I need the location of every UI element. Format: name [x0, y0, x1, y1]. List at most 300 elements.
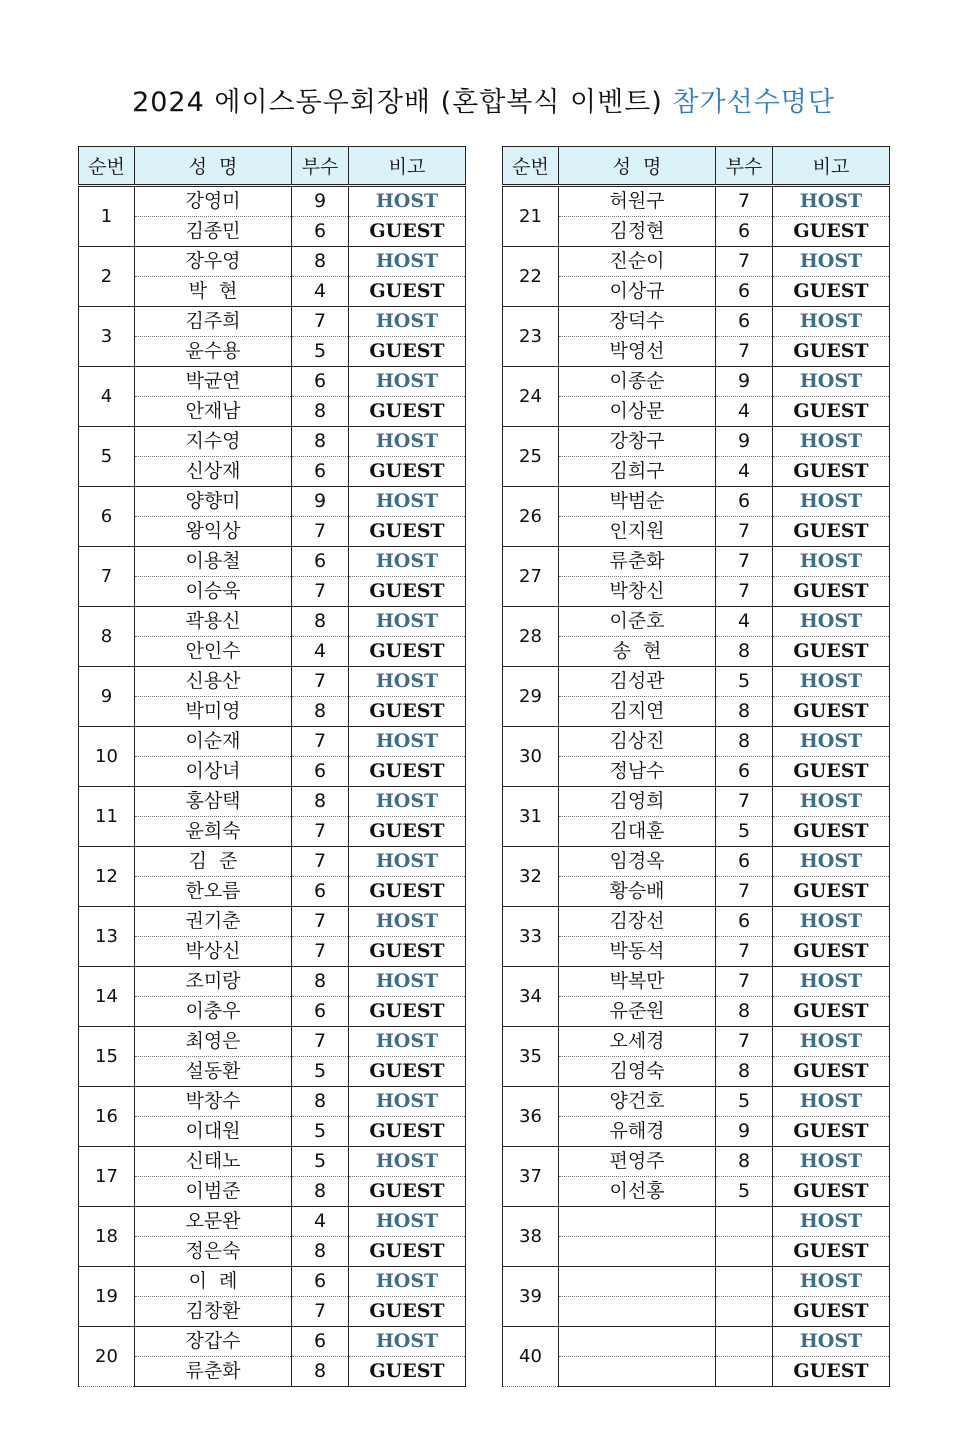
team-row [503, 547, 890, 577]
player-name: 장덕수 [559, 307, 716, 337]
player-grade: 6 [292, 877, 349, 907]
team-number: 30 [503, 727, 559, 787]
player-grade: 8 [716, 997, 773, 1027]
player-note: HOST [773, 1087, 890, 1117]
team-row [503, 1177, 890, 1207]
player-grade: 7 [716, 517, 773, 547]
player-note: HOST [349, 1087, 466, 1117]
team-row [79, 1207, 466, 1237]
team-row [503, 1357, 890, 1387]
team-row [79, 877, 466, 907]
player-grade [716, 1297, 773, 1327]
team-number: 4 [79, 367, 135, 427]
team-row [79, 1027, 466, 1057]
player-name [559, 1237, 716, 1267]
team-row [79, 607, 466, 637]
player-name [559, 1357, 716, 1387]
player-note: GUEST [349, 217, 466, 247]
player-name: 권기춘 [135, 907, 292, 937]
player-name: 지수영 [135, 427, 292, 457]
player-note: HOST [349, 967, 466, 997]
team-row [79, 667, 466, 697]
team-row [503, 1237, 890, 1267]
team-row [503, 1117, 890, 1147]
player-grade [716, 1327, 773, 1357]
team-row [79, 1087, 466, 1117]
player-note: HOST [349, 1027, 466, 1057]
player-note: HOST [349, 1147, 466, 1177]
player-grade: 5 [716, 667, 773, 697]
team-row [79, 637, 466, 667]
player-grade: 7 [292, 937, 349, 967]
team-row [503, 487, 890, 517]
player-name: 류춘화 [135, 1357, 292, 1387]
player-grade: 4 [716, 607, 773, 637]
player-note: GUEST [349, 877, 466, 907]
player-name: 강창구 [559, 427, 716, 457]
team-row [503, 997, 890, 1027]
player-name: 송 현 [559, 637, 716, 667]
player-name: 곽용신 [135, 607, 292, 637]
team-number: 7 [79, 547, 135, 607]
team-row [79, 757, 466, 787]
player-note: HOST [773, 667, 890, 697]
team-row [503, 937, 890, 967]
player-grade: 8 [716, 637, 773, 667]
player-name [559, 1267, 716, 1297]
team-number: 21 [503, 186, 559, 247]
team-row [79, 997, 466, 1027]
team-number: 19 [79, 1267, 135, 1327]
team-row [503, 967, 890, 997]
player-grade: 7 [292, 907, 349, 937]
header-name: 성 명 [135, 147, 292, 186]
player-name: 안재남 [135, 397, 292, 427]
header-no: 순번 [79, 147, 135, 186]
team-row [79, 277, 466, 307]
header-row [503, 147, 890, 186]
player-name: 박미영 [135, 697, 292, 727]
player-grade: 7 [716, 547, 773, 577]
team-row [79, 907, 466, 937]
team-number: 1 [79, 186, 135, 247]
player-grade: 6 [716, 277, 773, 307]
player-grade: 8 [292, 247, 349, 277]
player-grade [716, 1357, 773, 1387]
team-number: 36 [503, 1087, 559, 1147]
player-name: 신태노 [135, 1147, 292, 1177]
team-row [79, 1237, 466, 1267]
player-grade: 4 [716, 457, 773, 487]
player-grade: 7 [716, 337, 773, 367]
header-grade: 부수 [292, 147, 349, 186]
team-row [79, 1117, 466, 1147]
player-name: 이종순 [559, 367, 716, 397]
team-number: 8 [79, 607, 135, 667]
player-note: HOST [773, 1027, 890, 1057]
player-name: 이준호 [559, 607, 716, 637]
player-note: HOST [773, 307, 890, 337]
player-note: GUEST [349, 1057, 466, 1087]
team-row [79, 367, 466, 397]
team-row [503, 247, 890, 277]
player-name: 류춘화 [559, 547, 716, 577]
player-name: 이 례 [135, 1267, 292, 1297]
player-note: HOST [349, 547, 466, 577]
player-name: 장우영 [135, 247, 292, 277]
player-grade: 7 [716, 577, 773, 607]
player-grade: 9 [292, 487, 349, 517]
player-note: HOST [773, 367, 890, 397]
team-row [503, 1087, 890, 1117]
player-grade: 8 [292, 787, 349, 817]
player-note: HOST [349, 1267, 466, 1297]
player-grade: 4 [292, 277, 349, 307]
player-grade: 6 [292, 217, 349, 247]
player-grade: 6 [292, 1267, 349, 1297]
player-name: 허원구 [559, 186, 716, 217]
player-grade: 6 [716, 847, 773, 877]
player-name: 장갑수 [135, 1327, 292, 1357]
team-number: 2 [79, 247, 135, 307]
player-name: 박균연 [135, 367, 292, 397]
team-number: 5 [79, 427, 135, 487]
player-note: HOST [773, 1327, 890, 1357]
player-note: HOST [773, 727, 890, 757]
player-note: HOST [773, 427, 890, 457]
team-row [79, 967, 466, 997]
player-note: HOST [349, 307, 466, 337]
player-grade: 8 [292, 1177, 349, 1207]
team-number: 31 [503, 787, 559, 847]
player-grade: 7 [716, 937, 773, 967]
player-grade: 9 [716, 427, 773, 457]
player-grade: 6 [292, 997, 349, 1027]
team-number: 20 [79, 1327, 135, 1387]
player-note: HOST [773, 547, 890, 577]
team-row [503, 277, 890, 307]
player-grade: 7 [716, 787, 773, 817]
player-grade: 4 [292, 1207, 349, 1237]
team-row [503, 1057, 890, 1087]
player-note: HOST [349, 1327, 466, 1357]
player-grade: 7 [292, 817, 349, 847]
team-row [79, 937, 466, 967]
player-note: GUEST [773, 1357, 890, 1387]
player-note: GUEST [773, 1117, 890, 1147]
team-number: 34 [503, 967, 559, 1027]
player-name: 유준원 [559, 997, 716, 1027]
player-grade: 7 [716, 877, 773, 907]
team-row [79, 787, 466, 817]
team-row [503, 367, 890, 397]
team-number: 37 [503, 1147, 559, 1207]
team-row [79, 1057, 466, 1087]
player-grade: 8 [292, 427, 349, 457]
team-row [503, 817, 890, 847]
player-note: GUEST [773, 1237, 890, 1267]
team-number: 18 [79, 1207, 135, 1267]
team-row [503, 1297, 890, 1327]
team-row [503, 607, 890, 637]
player-name [559, 1297, 716, 1327]
header-name: 성 명 [559, 147, 716, 186]
player-name: 이상녀 [135, 757, 292, 787]
player-name: 김창환 [135, 1297, 292, 1327]
player-grade: 4 [292, 637, 349, 667]
player-grade: 7 [292, 307, 349, 337]
player-note: GUEST [773, 217, 890, 247]
team-row [503, 577, 890, 607]
player-name: 정은숙 [135, 1237, 292, 1267]
player-note: HOST [773, 247, 890, 277]
player-name: 이대원 [135, 1117, 292, 1147]
player-note: GUEST [349, 457, 466, 487]
team-row [79, 217, 466, 247]
player-name: 김주희 [135, 307, 292, 337]
team-number: 29 [503, 667, 559, 727]
player-name: 편영주 [559, 1147, 716, 1177]
player-grade: 7 [716, 967, 773, 997]
player-name: 김대훈 [559, 817, 716, 847]
player-grade: 6 [292, 547, 349, 577]
player-name: 이승욱 [135, 577, 292, 607]
team-number: 22 [503, 247, 559, 307]
team-number: 26 [503, 487, 559, 547]
player-grade: 7 [292, 1027, 349, 1057]
player-grade: 8 [292, 697, 349, 727]
team-row [503, 757, 890, 787]
player-grade: 8 [292, 1237, 349, 1267]
player-note: HOST [349, 607, 466, 637]
player-note: HOST [773, 1267, 890, 1297]
player-name: 윤수용 [135, 337, 292, 367]
player-name: 김정현 [559, 217, 716, 247]
player-name: 박복만 [559, 967, 716, 997]
player-note: GUEST [773, 517, 890, 547]
player-note: GUEST [773, 637, 890, 667]
player-note: GUEST [349, 517, 466, 547]
player-note: GUEST [349, 637, 466, 667]
player-grade: 6 [716, 487, 773, 517]
player-name: 박상신 [135, 937, 292, 967]
player-note: GUEST [349, 1237, 466, 1267]
player-note: GUEST [349, 397, 466, 427]
player-grade: 7 [716, 1027, 773, 1057]
player-note: GUEST [773, 457, 890, 487]
player-name: 진순이 [559, 247, 716, 277]
player-note: HOST [773, 967, 890, 997]
player-note: HOST [773, 1147, 890, 1177]
player-grade: 8 [292, 1087, 349, 1117]
team-row [503, 217, 890, 247]
team-row [79, 397, 466, 427]
team-row [79, 817, 466, 847]
player-name [559, 1207, 716, 1237]
player-name: 이용철 [135, 547, 292, 577]
team-row [79, 1297, 466, 1327]
team-row [503, 1147, 890, 1177]
player-name: 임경옥 [559, 847, 716, 877]
player-name: 윤희숙 [135, 817, 292, 847]
player-grade: 5 [292, 337, 349, 367]
player-grade: 8 [716, 1057, 773, 1087]
player-name: 김성관 [559, 667, 716, 697]
team-row [503, 847, 890, 877]
team-row [79, 186, 466, 217]
player-grade: 8 [292, 967, 349, 997]
team-number: 15 [79, 1027, 135, 1087]
player-grade: 7 [716, 186, 773, 217]
player-name: 이상규 [559, 277, 716, 307]
team-number: 16 [79, 1087, 135, 1147]
player-note: GUEST [773, 997, 890, 1027]
player-name: 이선홍 [559, 1177, 716, 1207]
player-grade: 6 [292, 1327, 349, 1357]
player-grade: 7 [292, 727, 349, 757]
team-row [79, 1357, 466, 1387]
player-grade: 8 [716, 727, 773, 757]
player-grade: 7 [292, 667, 349, 697]
player-grade: 8 [292, 1357, 349, 1387]
team-row [79, 1147, 466, 1177]
player-grade: 7 [716, 247, 773, 277]
team-row [503, 877, 890, 907]
player-name: 설동환 [135, 1057, 292, 1087]
player-note: GUEST [349, 1117, 466, 1147]
player-note: GUEST [349, 997, 466, 1027]
team-number: 32 [503, 847, 559, 907]
player-note: HOST [773, 847, 890, 877]
player-name: 황승배 [559, 877, 716, 907]
player-note: GUEST [773, 1057, 890, 1087]
player-name: 오세경 [559, 1027, 716, 1057]
player-name: 최영은 [135, 1027, 292, 1057]
player-name: 박창수 [135, 1087, 292, 1117]
team-number: 33 [503, 907, 559, 967]
header-note: 비고 [349, 147, 466, 186]
team-row [503, 787, 890, 817]
player-name: 양향미 [135, 487, 292, 517]
team-row [503, 667, 890, 697]
player-grade: 6 [716, 217, 773, 247]
player-name: 김희구 [559, 457, 716, 487]
team-row [79, 427, 466, 457]
team-row [79, 577, 466, 607]
player-note: HOST [349, 1207, 466, 1237]
player-note: GUEST [773, 817, 890, 847]
team-number: 35 [503, 1027, 559, 1087]
player-name: 유해경 [559, 1117, 716, 1147]
header-no: 순번 [503, 147, 559, 186]
team-row [79, 847, 466, 877]
team-row [79, 547, 466, 577]
team-row [503, 907, 890, 937]
team-row [503, 517, 890, 547]
player-name: 인지원 [559, 517, 716, 547]
player-grade: 6 [292, 367, 349, 397]
player-note: GUEST [773, 1177, 890, 1207]
player-grade: 9 [716, 367, 773, 397]
team-row [79, 487, 466, 517]
player-note: GUEST [773, 1297, 890, 1327]
player-note: HOST [349, 907, 466, 937]
team-row [503, 457, 890, 487]
player-name: 박동석 [559, 937, 716, 967]
player-note: GUEST [349, 757, 466, 787]
team-row [79, 727, 466, 757]
player-note: HOST [349, 247, 466, 277]
player-note: GUEST [773, 337, 890, 367]
player-note: HOST [773, 907, 890, 937]
header-row [79, 147, 466, 186]
team-row [503, 1327, 890, 1357]
team-number: 10 [79, 727, 135, 787]
player-grade: 7 [292, 1297, 349, 1327]
title-highlight: 참가선수명단 [672, 87, 835, 118]
player-note: HOST [349, 186, 466, 217]
team-number: 24 [503, 367, 559, 427]
team-row [503, 397, 890, 427]
player-note: GUEST [773, 877, 890, 907]
player-name: 김 준 [135, 847, 292, 877]
player-name: 정남수 [559, 757, 716, 787]
player-grade: 5 [716, 1087, 773, 1117]
player-grade: 9 [292, 186, 349, 217]
team-number: 23 [503, 307, 559, 367]
player-name: 오문완 [135, 1207, 292, 1237]
player-note: GUEST [349, 577, 466, 607]
player-name: 김지연 [559, 697, 716, 727]
player-note: HOST [773, 787, 890, 817]
player-note: HOST [349, 427, 466, 457]
player-name: 왕익상 [135, 517, 292, 547]
page-title [0, 80, 967, 119]
team-row [503, 337, 890, 367]
player-note: GUEST [349, 937, 466, 967]
player-name: 박창신 [559, 577, 716, 607]
player-grade: 5 [292, 1057, 349, 1087]
player-grade: 4 [716, 397, 773, 427]
player-name: 강영미 [135, 186, 292, 217]
player-name: 김영숙 [559, 1057, 716, 1087]
team-row [503, 427, 890, 457]
player-name: 김종민 [135, 217, 292, 247]
team-row [79, 1177, 466, 1207]
team-row [79, 457, 466, 487]
player-note: HOST [349, 667, 466, 697]
player-name: 이상문 [559, 397, 716, 427]
team-row [503, 637, 890, 667]
player-grade [716, 1237, 773, 1267]
player-name: 신용산 [135, 667, 292, 697]
player-grade: 7 [292, 577, 349, 607]
player-grade: 8 [716, 1147, 773, 1177]
player-note: GUEST [349, 697, 466, 727]
team-row [79, 1267, 466, 1297]
header-note: 비고 [773, 147, 890, 186]
header-grade: 부수 [716, 147, 773, 186]
player-grade: 6 [292, 757, 349, 787]
team-number: 40 [503, 1327, 559, 1387]
player-name: 이순재 [135, 727, 292, 757]
team-row [79, 247, 466, 277]
team-row [503, 1027, 890, 1057]
player-name: 김상진 [559, 727, 716, 757]
team-row [503, 307, 890, 337]
player-grade: 9 [716, 1117, 773, 1147]
player-note: GUEST [773, 577, 890, 607]
